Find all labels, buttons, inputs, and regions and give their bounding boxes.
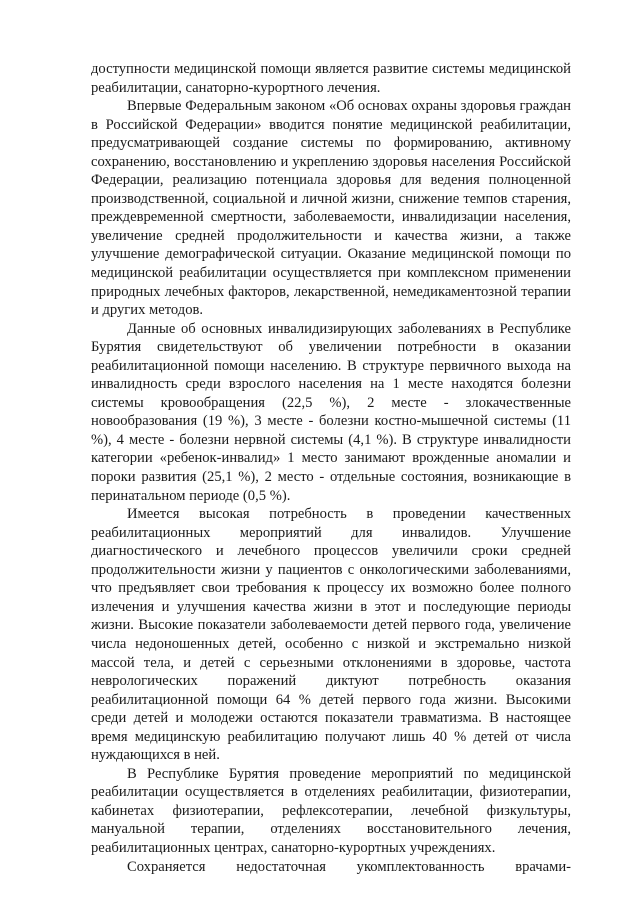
paragraph-rehabilitation-facilities: В Республике Бурятия проведение мероприятий по медицинской реабилитации осуществляется в отделениях реабилитации, физиотерапии, кабинетах физиотерапии, рефлексотерапии, лечебной физкультуры, мануальной терапии, отделениях восстановительного лечения, реабилитационных центрах, санаторно-курортных учреждениях. — [91, 765, 571, 856]
paragraph-federal-law: Впервые Федеральным законом «Об основах охраны здоровья граждан в Российской Федерации» вводится понятие медицинской реабилитации, предусматривающей создание системы по формированию, активному сохранению, восстановлению и укреплению здоровья населения Российской Федерации, реализацию потенциала здоровья для ведения полноценной производственной, социальной и личной жизни, снижение темпов старения, преждевременной смертности, заболеваемости, инвалидизации населения, увеличение средней продолжительности и качества жизни, а также улучшение демографической ситуации. Оказание медицинской помощи по медицинской реабилитации осуществляется при комплексном применении природных лечебных факторов, лекарственной, немедикаментозной терапии и других методов. — [91, 98, 571, 319]
document-body — [91, 60, 571, 876]
paragraph-staffing: Сохраняется недостаточная укомплектованность врачами- — [127, 858, 571, 875]
paragraph-disability-statistics: Данные об основных инвалидизирующих заболеваниях в Республике Бурятия свидетельствуют об увеличении потребности в оказании реабилитационной помощи населению. В структуре первичного выхода на инвалидность среди взрослого населения на 1 месте находятся болезни системы кровообращения (22,5 %), 2 месте - злокачественные новообразования (19 %), 3 месте - болезни костно-мышечной системы (11 %), 4 месте - болезни нервной системы (4,1 %). В структуре инвалидности категории «ребенок-инвалид» 1 место занимают врожденные аномалии и пороки развития (25,1 %), 2 место - отдельные состояния, возникающие в перинатальном периоде (0,5 %). — [91, 320, 571, 504]
paragraph-rehabilitation-need: Имеется высокая потребность в проведении качественных реабилитационных мероприятий для инвалидов. Улучшение диагностического и лечебного процессов увеличили сроки средней продолжительности жизни у пациентов с онкологическими заболеваниями, что предъявляет свои требования к процессу их возможно более полного излечения и улучшения качества жизни в этот и последующие периоды жизни. Высокие показатели заболеваемости детей первого года, увеличение числа недоношенных детей, особенно с низкой и экстремально низкой массой тела, и детей с серьезными отклонениями в здоровье, частота неврологических поражений диктуют потребность оказания реабилитационной помощи 64 % детей первого года жизни. Высокими среди детей и молодежи остаются показатели травматизма. В настоящее время медицинскую реабилитацию получают лишь 40 % детей от числа нуждающихся в ней. — [91, 506, 571, 764]
paragraph-continuation: доступности медицинской помощи является развитие системы медицинской реабилитации, санаторно-курортного лечения. — [91, 61, 571, 96]
